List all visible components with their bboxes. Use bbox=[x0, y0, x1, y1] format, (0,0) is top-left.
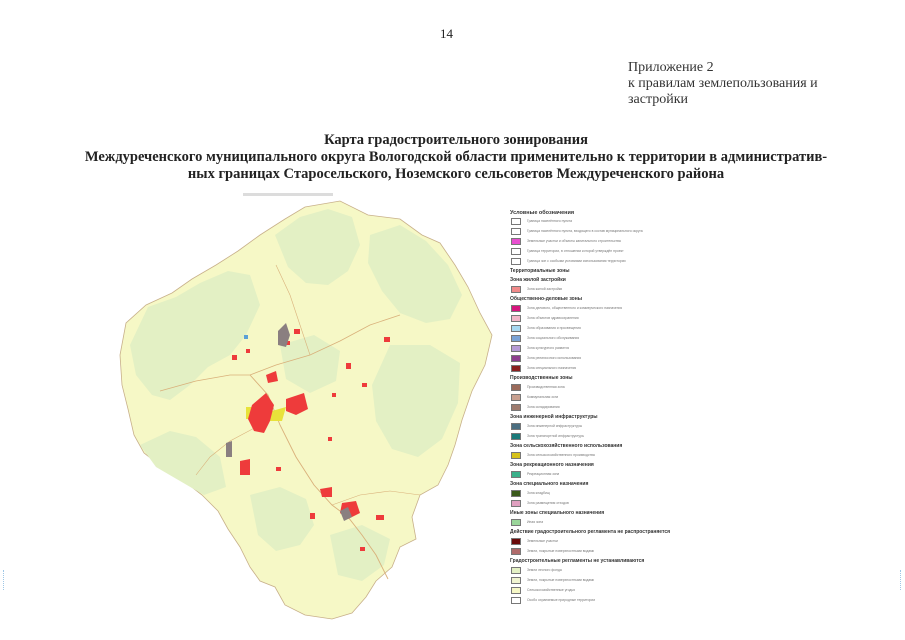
legend-swatch bbox=[511, 305, 521, 312]
legend-swatch bbox=[511, 567, 521, 574]
appendix-line-1: Приложение 2 bbox=[628, 60, 714, 75]
legend-item bbox=[508, 334, 833, 342]
legend-item-label: Зона инженерной инфраструктуры bbox=[527, 424, 583, 428]
appendix-line-2: к правилам землепользования и bbox=[628, 76, 818, 91]
residential-zone bbox=[294, 329, 300, 334]
legend-swatch bbox=[511, 577, 521, 584]
legend-swatch bbox=[511, 490, 521, 497]
legend-item bbox=[508, 393, 833, 401]
legend-swatch bbox=[511, 519, 521, 526]
legend-item-label: Граница населённого пункта bbox=[527, 219, 572, 223]
legend-swatch bbox=[511, 258, 521, 265]
legend-item-label: Зона социального обслуживания bbox=[527, 336, 580, 340]
legend-section-heading: Территориальные зоны bbox=[510, 268, 570, 274]
legend-item bbox=[508, 576, 833, 584]
legend-item bbox=[508, 344, 833, 352]
legend-section-heading: Градостроительные регламенты не устанавливаются bbox=[510, 558, 645, 564]
legend-section-heading: Зона сельскохозяйственного использования bbox=[510, 443, 623, 449]
legend-item bbox=[508, 257, 833, 265]
legend-item bbox=[508, 217, 833, 225]
legend-item bbox=[508, 596, 833, 604]
legend-item bbox=[508, 247, 833, 255]
legend-swatch bbox=[511, 335, 521, 342]
legend-item-label: Зона кладбищ bbox=[527, 491, 550, 495]
legend-body bbox=[508, 217, 833, 604]
legend-item-label: Земли, покрытые поверхностными водами bbox=[527, 578, 595, 582]
page-edge-mark bbox=[3, 570, 5, 590]
residential-zone bbox=[346, 363, 351, 369]
legend-swatch bbox=[511, 365, 521, 372]
legend-item-label: Особо охраняемые природные территории bbox=[527, 598, 596, 602]
residential-zone bbox=[240, 459, 250, 475]
legend-item bbox=[508, 451, 833, 459]
legend-item-label: Зона делового, общественного и коммерческого назначения bbox=[527, 306, 623, 310]
legend-section-heading: Общественно-деловые зоны bbox=[510, 296, 583, 302]
legend-swatch bbox=[511, 345, 521, 352]
legend-swatch bbox=[511, 286, 521, 293]
legend-swatch bbox=[511, 218, 521, 225]
legend-swatch bbox=[511, 587, 521, 594]
legend-swatch bbox=[511, 423, 521, 430]
legend-item-label: Земельные участки и объекты капитального строительства bbox=[527, 239, 621, 243]
legend-section-heading: Зона инженерной инфраструктуры bbox=[510, 414, 598, 420]
residential-zone bbox=[362, 383, 367, 387]
appendix-line-3: застройки bbox=[628, 92, 689, 107]
legend-item-label: Зона образования и просвещения bbox=[527, 326, 581, 330]
legend-item-label: Зона складирования bbox=[527, 405, 560, 409]
legend-item-label: Зона размещения отходов bbox=[527, 501, 569, 505]
page-edge-mark bbox=[900, 570, 902, 590]
legend-item bbox=[508, 227, 833, 235]
legend-item-label: Зона объектов здравоохранения bbox=[527, 316, 579, 320]
legend-item bbox=[508, 314, 833, 322]
legend-swatch bbox=[511, 355, 521, 362]
residential-zone bbox=[384, 337, 390, 342]
residential-zone bbox=[332, 393, 336, 397]
legend-swatch bbox=[511, 433, 521, 440]
legend-item bbox=[508, 489, 833, 497]
legend-item bbox=[508, 285, 833, 293]
legend-item bbox=[508, 432, 833, 440]
legend-item-label: Коммунальная зона bbox=[527, 395, 559, 399]
legend-item-label: Граница населённого пункта, входящего в состав муниципального округа bbox=[527, 229, 643, 233]
legend-item bbox=[508, 403, 833, 411]
legend-swatch bbox=[511, 404, 521, 411]
legend-item bbox=[508, 566, 833, 574]
legend-item bbox=[508, 470, 833, 478]
map-legend bbox=[508, 210, 833, 606]
legend-title: Условные обозначения bbox=[510, 210, 575, 216]
legend-item bbox=[508, 518, 833, 526]
industrial-zone bbox=[226, 441, 232, 457]
map-title bbox=[40, 132, 872, 183]
legend-item-label: Граница зон с особыми условиями использования территории bbox=[527, 259, 626, 263]
page-number: 14 bbox=[440, 26, 453, 41]
legend-swatch bbox=[511, 238, 521, 245]
residential-zone bbox=[232, 355, 237, 360]
legend-swatch bbox=[511, 471, 521, 478]
legend-item-label: Зона транспортной инфраструктуры bbox=[527, 434, 585, 438]
legend-swatch bbox=[511, 394, 521, 401]
legend-swatch bbox=[511, 248, 521, 255]
legend-item bbox=[508, 586, 833, 594]
legend-item-label: Сельскохозяйственные угодья bbox=[527, 588, 575, 592]
legend-section-heading: Производственные зоны bbox=[510, 375, 573, 381]
residential-zone bbox=[328, 437, 332, 441]
residential-zone bbox=[310, 513, 315, 519]
legend-item-label: Земельные участки bbox=[527, 539, 558, 543]
zoning-map[interactable] bbox=[100, 195, 510, 625]
legend-item bbox=[508, 364, 833, 372]
legend-swatch bbox=[511, 325, 521, 332]
legend-item bbox=[508, 324, 833, 332]
legend-item-label: Производственная зона bbox=[527, 385, 565, 389]
legend-item-label: Земли, покрытые поверхностными водами bbox=[527, 549, 595, 553]
legend-swatch bbox=[511, 228, 521, 235]
legend-swatch bbox=[511, 500, 521, 507]
legend-item bbox=[508, 547, 833, 555]
legend-item-label: Зона религиозного использования bbox=[527, 356, 582, 360]
legend-section-heading: Иные зоны специального назначения bbox=[510, 510, 605, 516]
legend-item bbox=[508, 237, 833, 245]
title-line-3: ных границах Старосельского, Ноземского сельсоветов Междуреченского района bbox=[187, 166, 725, 182]
appendix-caption bbox=[628, 60, 868, 108]
legend-section-heading: Действие градостроительного регламента не распространяется bbox=[510, 529, 671, 535]
residential-zone bbox=[376, 515, 384, 520]
legend-item bbox=[508, 354, 833, 362]
legend-item-label: Рекреационная зона bbox=[527, 472, 560, 476]
legend-item bbox=[508, 499, 833, 507]
legend-swatch bbox=[511, 315, 521, 322]
title-line-1: Карта градостроительного зонирования bbox=[324, 132, 588, 148]
water-body bbox=[244, 335, 248, 339]
legend-item-label: Иная зона bbox=[527, 520, 544, 524]
legend-item-label: Зона жилой застройки bbox=[527, 287, 563, 291]
residential-zone bbox=[246, 349, 250, 353]
residential-zone bbox=[360, 547, 365, 551]
legend-item bbox=[508, 383, 833, 391]
legend-item bbox=[508, 422, 833, 430]
legend-item bbox=[508, 537, 833, 545]
legend-item-label: Земли лесного фонда bbox=[527, 568, 562, 572]
title-line-2: Междуреченского муниципального округа Вологодской области применительно к территории в административ- bbox=[84, 149, 828, 165]
legend-item-label: Граница территории, в отношении которой утверждён проект bbox=[527, 249, 624, 253]
residential-zone bbox=[276, 467, 281, 471]
legend-item-label: Зона специального назначения bbox=[527, 366, 577, 370]
legend-item-label: Зона сельскохозяйственного производства bbox=[527, 453, 595, 457]
legend-swatch bbox=[511, 597, 521, 604]
legend-swatch bbox=[511, 384, 521, 391]
legend-section-heading: Зона жилой застройки bbox=[510, 277, 566, 283]
legend-swatch bbox=[511, 538, 521, 545]
legend-swatch bbox=[511, 452, 521, 459]
legend-item-label: Зона культурного развития bbox=[527, 346, 570, 350]
legend-section-heading: Зона специального назначения bbox=[510, 481, 589, 487]
legend-section-heading: Зона рекреационного назначения bbox=[510, 462, 594, 468]
legend-item bbox=[508, 304, 833, 312]
legend-swatch bbox=[511, 548, 521, 555]
